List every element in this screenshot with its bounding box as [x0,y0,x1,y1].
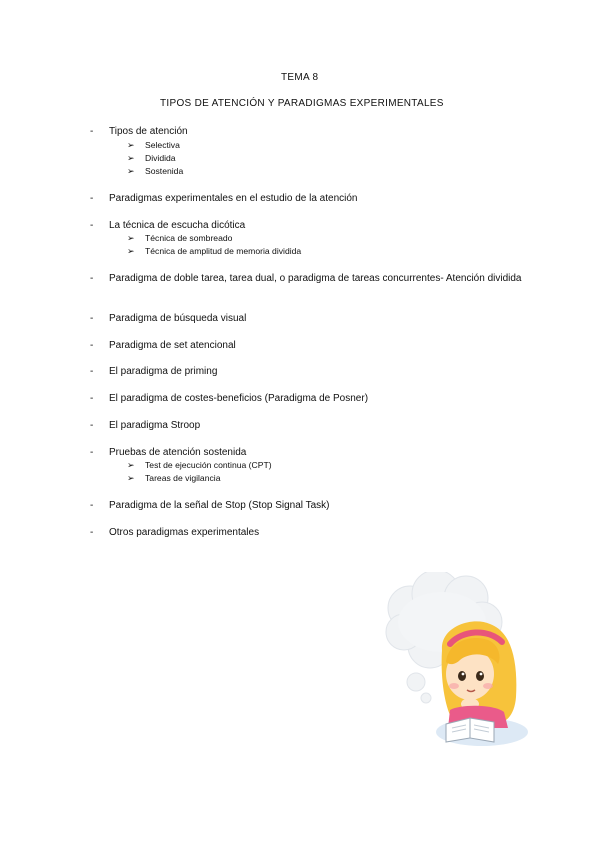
sub-list-item [127,165,183,178]
arrow-bullet-icon: ➢ [127,473,135,483]
sub-list-item [127,245,301,258]
bullet-dash: - [90,313,94,324]
document-heading: TEMA 8 [281,72,319,83]
list-item-label: El paradigma de priming [109,366,218,377]
arrow-bullet-icon: ➢ [127,460,135,470]
bullet-dash: - [90,273,94,284]
bullet-dash: - [90,527,94,538]
sub-item-label: Selectiva [145,140,180,150]
bullet-dash: - [90,193,94,204]
girl-thinking-reading-illustration [370,572,530,752]
bullet-dash: - [90,393,94,404]
arrow-bullet-icon: ➢ [127,166,135,176]
bullet-dash: - [90,447,94,458]
list-item-label: Pruebas de atención sostenida [109,447,247,458]
list-item-label: Tipos de atención [109,126,188,137]
list-item-label: Paradigma de búsqueda visual [109,313,247,324]
bullet-dash: - [90,366,94,377]
sub-list-item [127,152,176,165]
list-item-label: El paradigma de costes-beneficios (Paradigma de Posner) [109,393,369,404]
list-item-label: Paradigma de la señal de Stop (Stop Signal Task) [109,500,330,511]
sub-list-item [127,459,272,472]
list-item-label: Paradigma de set atencional [109,340,236,351]
bullet-dash: - [90,500,94,511]
sub-list-item [127,472,220,485]
sub-item-label: Técnica de sombreado [145,233,233,243]
list-item-label: Paradigmas experimentales en el estudio de la atención [109,193,358,204]
arrow-bullet-icon: ➢ [127,153,135,163]
list-item-label: La técnica de escucha dicótica [109,220,246,231]
sub-item-label: Técnica de amplitud de memoria dividida [145,246,302,256]
arrow-bullet-icon: ➢ [127,233,135,243]
sub-item-label: Sostenida [145,166,184,176]
sub-list-item [127,139,180,152]
bullet-dash: - [90,340,94,351]
sub-item-label: Test de ejecución continua (CPT) [145,460,272,470]
list-item-label: Otros paradigmas experimentales [109,527,260,538]
bullet-dash: - [90,126,94,137]
arrow-bullet-icon: ➢ [127,246,135,256]
arrow-bullet-icon: ➢ [127,140,135,150]
sub-list-item [127,232,232,245]
bullet-dash: - [90,220,94,231]
bullet-dash: - [90,420,94,431]
sub-item-label: Tareas de vigilancia [145,473,221,483]
list-item-label: Paradigma de doble tarea, tarea dual, o paradigma de tareas concurrentes- Atención dividida [109,273,522,284]
list-item-label: El paradigma Stroop [109,420,201,431]
sub-item-label: Dividida [145,153,176,163]
document-subheading: TIPOS DE ATENCIÓN Y PARADIGMAS EXPERIMENTALES [160,98,444,109]
